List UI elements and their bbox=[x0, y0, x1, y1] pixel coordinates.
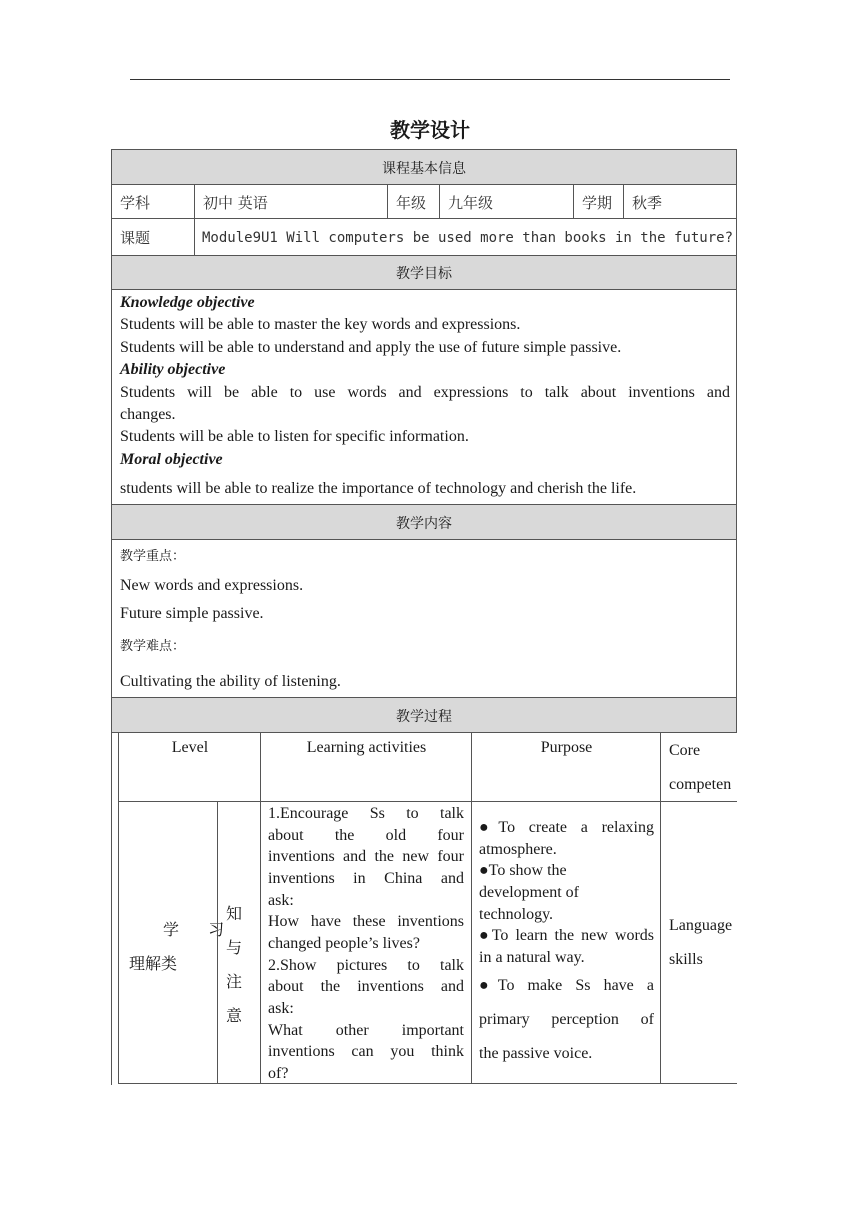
topic-value: Module9U1 Will computers be used more than books in the future? bbox=[194, 218, 737, 256]
sublevel-char: 知 bbox=[226, 904, 243, 923]
activity-line: ask: bbox=[268, 1000, 294, 1017]
activity-line: 2.Show pictures to talk bbox=[268, 957, 464, 974]
purpose-line: in a natural way. bbox=[479, 949, 585, 966]
purpose-line: ●To create a relaxing bbox=[479, 819, 654, 836]
purpose-line: ●To learn the new words bbox=[479, 927, 654, 944]
key-point: New words and expressions. bbox=[120, 577, 304, 594]
col-header-level: Level bbox=[118, 732, 261, 802]
difficult-points-label: 教学难点： bbox=[120, 639, 186, 654]
activity-line: inventions in China and bbox=[268, 870, 464, 887]
core-line-2: competen bbox=[669, 776, 732, 793]
moral-item: students will be able to realize the importance of technology and cherish the life. bbox=[120, 480, 637, 497]
level-text: 学 习 bbox=[163, 920, 237, 939]
basic-info-header: 课程基本信息 bbox=[111, 149, 737, 185]
core-text: skills bbox=[669, 951, 703, 968]
subject-label: 学科 bbox=[111, 184, 195, 219]
activity-line: What other important bbox=[268, 1022, 464, 1039]
activity-line: about the old four bbox=[268, 827, 464, 844]
knowledge-heading: Knowledge objective bbox=[120, 294, 255, 311]
purpose-line: ●To make Ss have a bbox=[479, 977, 654, 994]
knowledge-item: Students will be able to master the key words and expressions. bbox=[120, 316, 521, 333]
core-line-1: Core bbox=[669, 742, 701, 759]
activity-line: inventions and the new four bbox=[268, 848, 464, 865]
purpose-line: the passive voice. bbox=[479, 1045, 593, 1062]
purpose-line: development of bbox=[479, 884, 579, 901]
knowledge-item: Students will be able to understand and apply the use of future simple passive. bbox=[120, 339, 622, 356]
grade-label: 年级 bbox=[387, 184, 440, 219]
sublevel-cell bbox=[217, 801, 261, 1084]
header-rule bbox=[130, 79, 730, 80]
term-label: 学期 bbox=[573, 184, 624, 219]
process-header: 教学过程 bbox=[111, 697, 737, 733]
ability-item-cont: changes. bbox=[120, 406, 176, 423]
content-header: 教学内容 bbox=[111, 504, 737, 540]
level-cell bbox=[118, 801, 237, 1084]
objectives-header: 教学目标 bbox=[111, 255, 737, 290]
term-value: 秋季 bbox=[623, 184, 737, 219]
subject-value: 初中 英语 bbox=[194, 184, 388, 219]
key-points-label: 教学重点： bbox=[120, 549, 186, 564]
activity-line: ask: bbox=[268, 892, 294, 909]
level-text: 理解类 bbox=[129, 954, 178, 973]
purpose-line: primary perception of bbox=[479, 1011, 654, 1028]
core-cell bbox=[660, 801, 737, 1084]
core-text: Language bbox=[669, 917, 733, 934]
activity-line: 1.Encourage Ss to talk bbox=[268, 805, 464, 822]
key-point: Future simple passive. bbox=[120, 605, 264, 622]
col-header-purpose: Purpose bbox=[471, 732, 661, 802]
activity-line: How have these inventions bbox=[268, 913, 464, 930]
topic-label: 课题 bbox=[111, 218, 195, 256]
sublevel-char: 意 bbox=[226, 1006, 243, 1025]
col-header-activities: Learning activities bbox=[260, 732, 472, 802]
ability-heading: Ability objective bbox=[120, 361, 226, 378]
col-header-core bbox=[660, 732, 737, 802]
activity-line: changed people’s lives? bbox=[268, 935, 420, 952]
purpose-line: atmosphere. bbox=[479, 841, 557, 858]
ability-item: Students will be able to use words and expressions to talk about inventions and bbox=[120, 384, 730, 401]
purpose-line: technology. bbox=[479, 906, 554, 923]
purpose-line: ●To show the bbox=[479, 862, 567, 879]
grade-value: 九年级 bbox=[439, 184, 574, 219]
document-title: 教学设计 bbox=[390, 118, 470, 142]
ability-item: Students will be able to listen for specific information. bbox=[120, 428, 469, 445]
moral-heading: Moral objective bbox=[120, 451, 223, 468]
difficult-point: Cultivating the ability of listening. bbox=[120, 673, 341, 690]
sublevel-char: 与 bbox=[226, 938, 243, 957]
activity-line: of? bbox=[268, 1065, 289, 1082]
activity-line: inventions can you think bbox=[268, 1043, 464, 1060]
activity-line: about the inventions and bbox=[268, 978, 464, 995]
sublevel-char: 注 bbox=[226, 972, 243, 991]
